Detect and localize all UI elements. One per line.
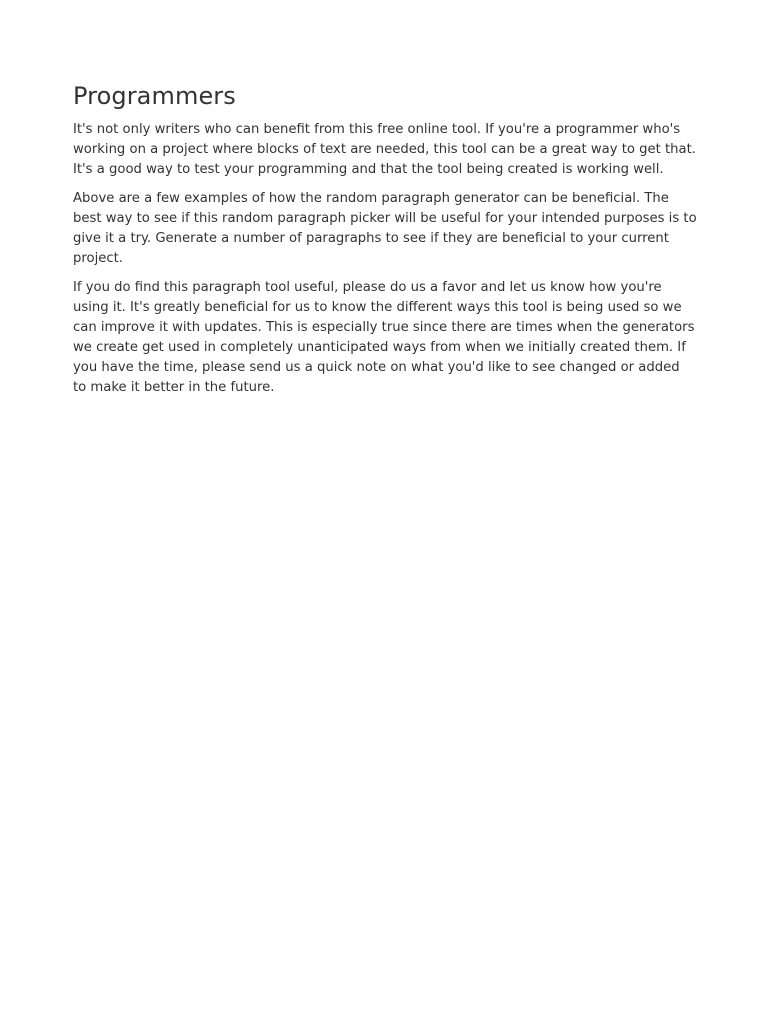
paragraph-programmers-intro: It's not only writers who can benefit from this free online tool. If you're a programmer who's working on a project where blocks of text are needed, this tool can be a great way to get that. It's a good way to test your programming and that the tool being created is working well.	[73, 122, 696, 177]
paragraph-examples-summary: Above are a few examples of how the random paragraph generator can be beneficial. The best way to see if this random paragraph picker will be useful for your intended purposes is to give it a try. Generate a number of paragraphs to see if they are beneficial to your current project.	[73, 191, 697, 266]
article	[73, 80, 697, 407]
paragraph-feedback-request: If you do find this paragraph tool useful, please do us a favor and let us know how you're using it. It's greatly beneficial for us to know the different ways this tool is being used so we can improve it with updates. This is especially true since there are times when the generators we create get used in completely unanticipated ways from when we initially created them. If you have the time, please send us a quick note on what you'd like to see changed or added to make it better in the future.	[73, 280, 695, 395]
page-title: Programmers	[73, 82, 236, 110]
